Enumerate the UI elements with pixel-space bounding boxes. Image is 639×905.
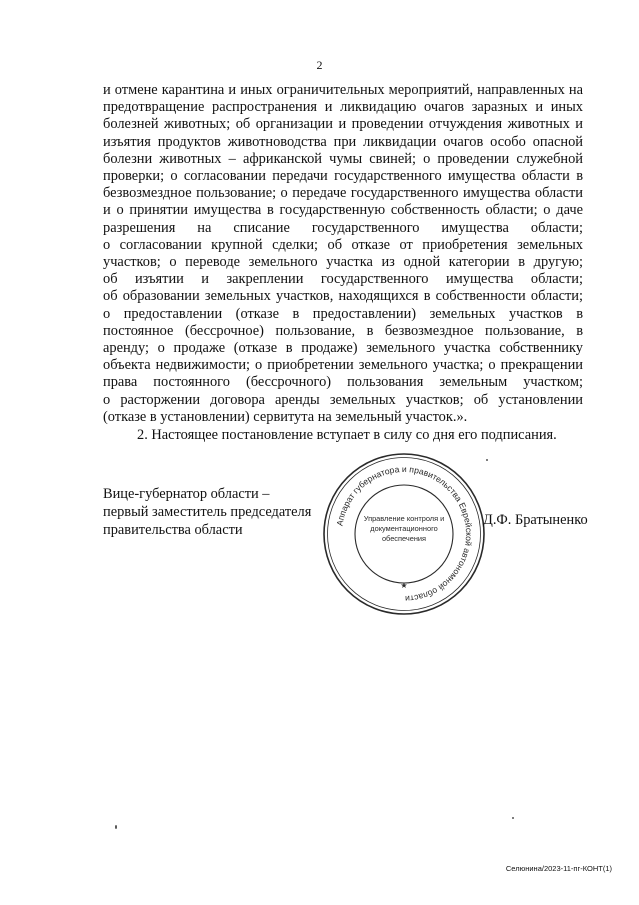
- seal-center-line: Управление контроля и: [363, 514, 445, 523]
- signer-title-line: первый заместитель председателя: [103, 504, 312, 520]
- body-line: предотвращение распространения и ликвидацию очагов заразных и иных: [103, 99, 583, 116]
- seal-ring-text: Аппарат губернатора и правительства Еврейской автономной области: [334, 463, 475, 605]
- body-line: права постоянного (бессрочного) пользования земельным участком;: [103, 374, 583, 391]
- body-line: проверки; о согласовании передачи государственного имущества области в: [103, 168, 583, 185]
- speck-mark: [486, 459, 488, 461]
- body-line: и о принятии имущества в государственную собственность области; о даче: [103, 202, 583, 219]
- body-line: болезней животных; об организации и проведении отчуждения животных и: [103, 116, 583, 133]
- body-line: постоянное (бессрочное) пользование, в безвозмездное пользование, в: [103, 322, 583, 339]
- body-line: разрешения на списание государственного имущества области;: [103, 219, 583, 236]
- speck-mark: [115, 825, 117, 829]
- body-line: и отмене карантина и иных ограничительных мероприятий, направленных на: [103, 82, 583, 98]
- signer-title: [103, 485, 311, 539]
- seal-center-line: документационного: [370, 524, 438, 533]
- body-line: об изъятии и закреплении государственного имущества области;: [103, 271, 583, 288]
- body-line: участков; о переводе земельного участка из одной категории в другую;: [103, 254, 583, 271]
- signer-title-line: Вице-губернатор области –: [103, 486, 270, 502]
- seal-center-line: обеспечения: [381, 534, 427, 543]
- speck-mark: [512, 817, 514, 819]
- body-line: об образовании земельных участков, находящихся в собственности области;: [103, 288, 583, 305]
- body-text: [103, 82, 583, 444]
- body-line: о согласовании крупной сделки; об отказе от приобретения земельных: [103, 236, 583, 253]
- body-line: болезни животных – африканской чумы свиней; о проведении служебной: [103, 150, 583, 167]
- document-code: Селюнина/2023-11-пг-КОНТ(1): [505, 864, 612, 873]
- body-line: о расторжении договора аренды земельных участков; об установлении: [103, 391, 583, 408]
- page-number: 2: [316, 58, 323, 72]
- signer-name: Д.Ф. Братыненко: [483, 512, 588, 528]
- signer-title-line: правительства области: [103, 522, 243, 538]
- body-line: изъятия продуктов животноводства при ликвидации очагов особо опасной: [103, 133, 583, 150]
- official-seal: [320, 450, 488, 618]
- paragraph-2: 2. Настоящее постановление вступает в силу со дня его подписания.: [137, 427, 557, 444]
- seal-star-icon: ★: [400, 581, 408, 590]
- body-line: (отказе в установлении) сервитута на земельный участок.».: [103, 408, 468, 425]
- body-line: безвозмездное пользование; о передаче государственного имущества области: [103, 185, 583, 202]
- body-line: о предоставлении (отказе в предоставлении) земельных участков в: [103, 305, 583, 322]
- body-line: аренду; о продаже (отказе в продаже) земельного участка собственнику: [103, 340, 583, 357]
- body-line: объекта недвижимости; о приобретении земельного участка; о прекращении: [103, 357, 583, 374]
